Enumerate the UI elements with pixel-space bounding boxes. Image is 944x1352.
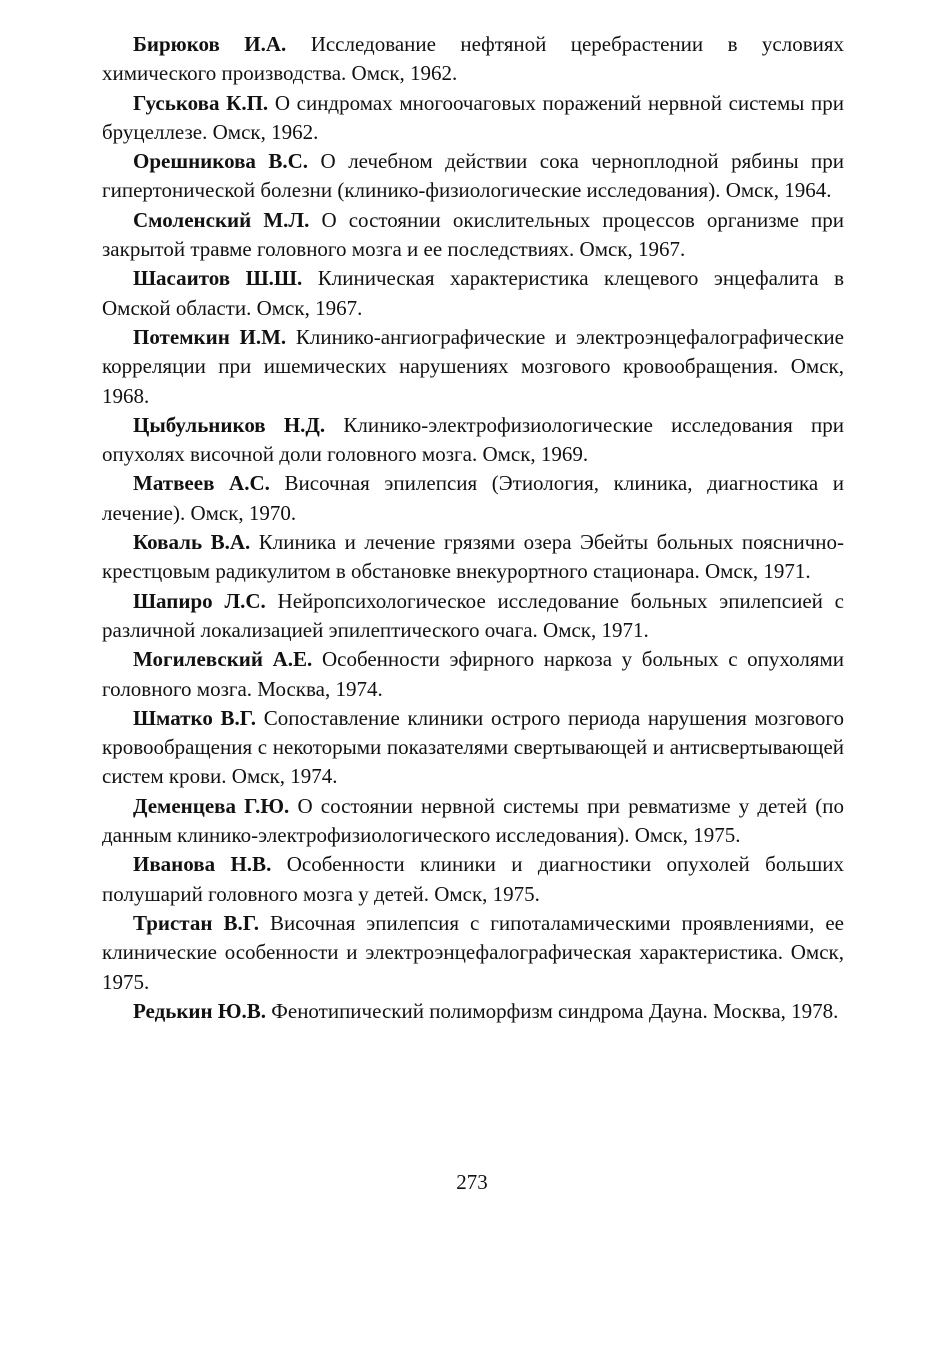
entry-text: Клиническая характеристика клещевого энцефалита в Омской области. Омск, 1967. [102,266,844,320]
bibliography-list [102,30,844,1026]
entry-text: О синдромах многоочаговых поражений нервной системы при бруцеллезе. Омск, 1962. [102,90,844,144]
entry-text: Исследование нефтяной церебрастении в условиях химического производства. Омск, 1962. [102,32,845,86]
entry-author: Могилевский А.Е. [133,647,313,672]
entry-author: Шасаитов Ш.Ш. [133,266,303,291]
bibliography-entry [102,147,844,206]
entry-text: О лечебном действии сока черноплодной рябины при гипертонической болезни (клинико-физиологические исследования). Омск, 1964. [102,149,845,203]
entry-text: О состоянии окислительных процессов организме при закрытой травме головного мозга и ее последствиях. Омск, 1967. [102,207,844,262]
bibliography-entry [102,30,844,89]
entry-text: Сопоставление клиники острого периода нарушения мозгового кровообращения с некоторыми показателями свертывающей и антисвертывающей систем крови. Омск, 1974. [102,705,844,789]
entry-author: Иванова Н.В. [133,852,272,877]
entry-text: Особенности клиники и диагностики опухолей больших полушарий головного мозга у детей. Омск, 1975. [102,852,845,906]
entry-text: Фенотипический полиморфизм синдрома Дауна. Москва, 1978. [271,998,839,1023]
bibliography-entry [102,909,844,997]
entry-author: Коваль В.А. [133,530,251,555]
entry-text: Височная эпилепсия с гипоталамическими проявлениями, ее клинические особенности и электроэнцефалографическая характеристика. Омск, 1975. [102,910,844,994]
bibliography-entry [102,587,844,646]
entry-author: Смоленский М.Л. [133,207,310,232]
bibliography-entry [102,850,844,909]
entry-author: Цыбульников Н.Д. [133,412,326,437]
bibliography-entry [102,528,844,587]
bibliography-entry [102,792,844,851]
entry-text: Височная эпилепсия (Этиология, клиника, диагностика и лечение). Омск, 1970. [102,471,845,525]
entry-text: Клинико-ангиографические и электроэнцефалографические корреляции при ишемических нарушениях мозгового кровообращения. Омск, 1968. [102,324,844,408]
bibliography-entry [102,206,844,265]
entry-author: Бирюков И.А. [133,32,287,56]
entry-author: Орешникова В.С. [133,149,309,174]
entry-text: О состоянии нервной системы при ревматизме у детей (по данным клинико-электрофизиологического исследования). Омск, 1975. [102,793,844,848]
entry-author: Редькин Ю.В. [133,998,267,1023]
bibliography-entry [102,469,844,528]
entry-text: Особенности эфирного наркоза у больных с опухолями головного мозга. Москва, 1974. [102,647,845,701]
entry-author: Шапиро Л.С. [133,588,266,613]
bibliography-entry [102,411,844,470]
entry-text: Нейропсихологическое исследование больных эпилепсией с различной локализацией эпилептического очага. Омск, 1971. [102,588,845,642]
bibliography-entry [102,89,844,148]
bibliography-entry [102,704,844,792]
entry-author: Тристан В.Г. [133,910,259,935]
entry-author: Шматко В.Г. [133,705,256,730]
entry-author: Матвеев А.С. [133,471,270,496]
page-number: 273 [456,1170,488,1194]
entry-author: Гуськова К.П. [133,90,269,115]
bibliography-entry [102,264,844,323]
entry-text: Клинико-электрофизиологические исследования при опухолях височной доли головного мозга. Омск, 1969. [102,412,844,467]
entry-text: Клиника и лечение грязями озера Эбейты больных пояснично-крестцовым радикулитом в обстановке внекурортного стационара. Омск, 1971. [102,530,845,584]
bibliography-entry [102,323,844,411]
bibliography-entry [102,645,844,704]
bibliography-entry [102,997,844,1026]
entry-author: Деменцева Г.Ю. [133,793,290,818]
entry-author: Потемкин И.М. [133,324,287,349]
